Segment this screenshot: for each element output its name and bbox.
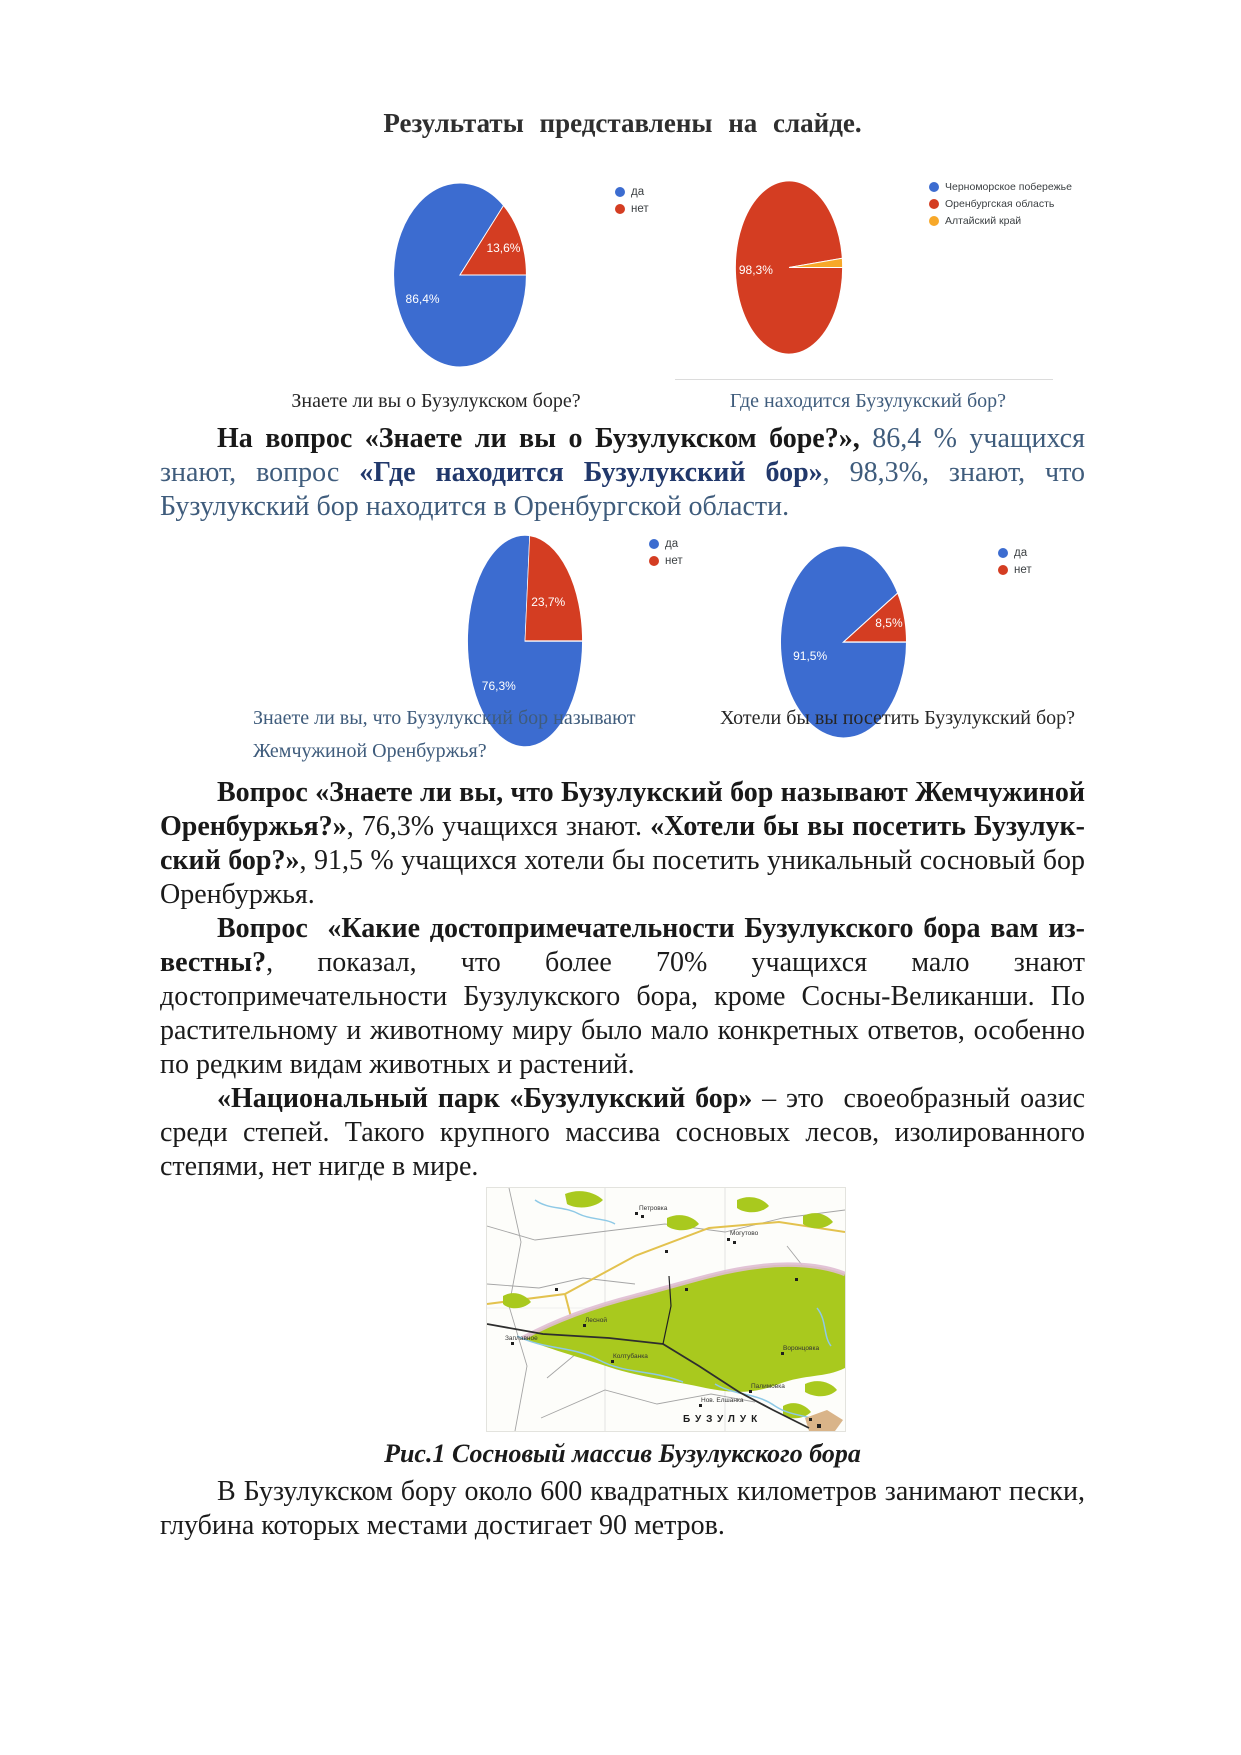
pie-chart-where-bor (735, 180, 843, 355)
legend-know-bor (615, 186, 649, 215)
map-place-label: Петровка (639, 1205, 668, 1212)
legend-color-dot (929, 216, 939, 226)
text-run: В Бузулукском бору около 600 квадратных километров занимают пески, глубина которых местами достигает 90 метров. (160, 1476, 1085, 1541)
pie-slice-нет (525, 535, 582, 641)
map-figure (487, 1188, 845, 1431)
text-run: , 91,5 % учащихся хотели бы посетить уникальный сосновый бор Оренбуржья. (160, 845, 1086, 910)
text-run: «Национальный парк «Бузулукский бор» (217, 1083, 753, 1114)
pie-value-label: 91,5% (793, 648, 828, 663)
pie-value-label: 23,7% (531, 594, 566, 609)
legend-label: Черноморское побережье (945, 181, 1072, 193)
legend-label: нет (1014, 564, 1032, 576)
text-run: , 98,3%, знают, что Бузулукский бор находится в Оренбургской области. (160, 457, 1085, 522)
text-run: На вопрос «Знаете ли вы о Бузулукском боре?», (217, 423, 873, 454)
legend-label: Алтайский край (945, 215, 1022, 227)
text-run: 86,4 % учащихся знают, вопрос (160, 423, 1085, 488)
legend-color-dot (998, 548, 1008, 558)
legend-label: Оренбургская область (945, 198, 1055, 210)
legend-item (649, 555, 683, 567)
pie-value-label: 8,5% (875, 615, 903, 630)
legend-label: да (631, 186, 645, 198)
map-place-label: Могутово (730, 1230, 759, 1237)
legend-item (649, 538, 683, 550)
legend-item (998, 564, 1032, 576)
map-place-label: Воронцовка (783, 1345, 820, 1352)
pie-value-label: 86,4% (405, 291, 440, 306)
map-place-label: Палимовка (751, 1383, 785, 1390)
legend-item (929, 215, 1072, 227)
legend-color-dot (929, 182, 939, 192)
pie-chart-know-bor (393, 182, 527, 368)
text-run: «Хотели бы вы посетить Бузулукский бор?» (160, 811, 1085, 876)
chart-caption-where-bor: Где находится Бузулукский бор? (729, 390, 1007, 412)
map-place-label: Нов. Елшанка (701, 1397, 744, 1404)
paragraph-survey-results-1 (160, 422, 1085, 524)
map-place-label: Заплавное (505, 1335, 538, 1342)
text-run: «Где находится Бузулукский бор» (359, 457, 823, 488)
legend-label: нет (665, 555, 683, 567)
pie-value-label: 13,6% (486, 240, 521, 255)
legend-color-dot (649, 539, 659, 549)
chart-captions-row-2 (160, 692, 1085, 770)
page-title: Результаты представлены на слайде. (383, 108, 862, 138)
text-run: Вопрос «Какие достопримечательности Бузулукского бора вам известны? (160, 913, 1085, 978)
map-image (487, 1188, 845, 1431)
charts-row-1 (160, 148, 1085, 380)
text-run: Вопрос «Знаете ли вы, что Бузулукский бор называют Жемчужиной Оренбуржья?» (160, 777, 1085, 842)
legend-color-dot (615, 204, 625, 214)
legend-color-dot (929, 199, 939, 209)
legend-item (615, 186, 649, 198)
paragraph-sights-question (160, 912, 1085, 1082)
paragraph-national-park (160, 1082, 1085, 1184)
legend-item (929, 181, 1072, 193)
figure-caption: Рис.1 Сосновый массив Бузулукского бора (384, 1439, 861, 1468)
map-place-label: Колтубанка (613, 1353, 648, 1360)
legend-label: да (665, 538, 679, 550)
chart-caption-know-bor: Знаете ли вы о Бузулукском боре? (291, 390, 581, 412)
legend-color-dot (998, 565, 1008, 575)
legend-label: нет (631, 203, 649, 215)
legend-item (998, 547, 1032, 559)
paragraph-sands (160, 1475, 1085, 1543)
legend-pearl-orenburg (649, 538, 683, 567)
legend-visit-bor (998, 547, 1032, 576)
map-place-label: БУЗУЛУК (683, 1414, 763, 1425)
charts-row-2 (160, 524, 1085, 692)
legend-color-dot (615, 187, 625, 197)
paragraph-survey-results-2 (160, 776, 1085, 912)
legend-item (929, 198, 1072, 210)
pie-value-label: 76,3% (481, 678, 516, 693)
legend-where-bor (929, 181, 1072, 227)
chart-captions-row-1 (160, 380, 1085, 418)
text-run: , 76,3% учащихся знают. (346, 811, 651, 842)
text-run: – это своеобразный оазис среди степей. Такого крупного массива сосновых лесов, изолированного степями, нет нигде в мире. (160, 1083, 1086, 1182)
legend-item (615, 203, 649, 215)
pie-value-label: 98,3% (738, 263, 773, 278)
map-place-label: Лесной (585, 1317, 607, 1324)
text-run: , показал, что более 70% учащихся мало знают достопримечательности Бузулукского бора, кроме Сосны-Великанши. По растительному и животному миру было мало конкретных ответов, особенно по редким видам животных и растений. (160, 947, 1085, 1080)
chart-caption-pearl-orenburg: Знаете ли вы, что Бузулукский бор называют Жемчужиной Оренбуржья? (253, 707, 636, 762)
chart-caption-visit-bor: Хотели бы вы посетить Бузулукский бор? (720, 707, 1076, 729)
legend-color-dot (649, 556, 659, 566)
legend-label: да (1014, 547, 1028, 559)
